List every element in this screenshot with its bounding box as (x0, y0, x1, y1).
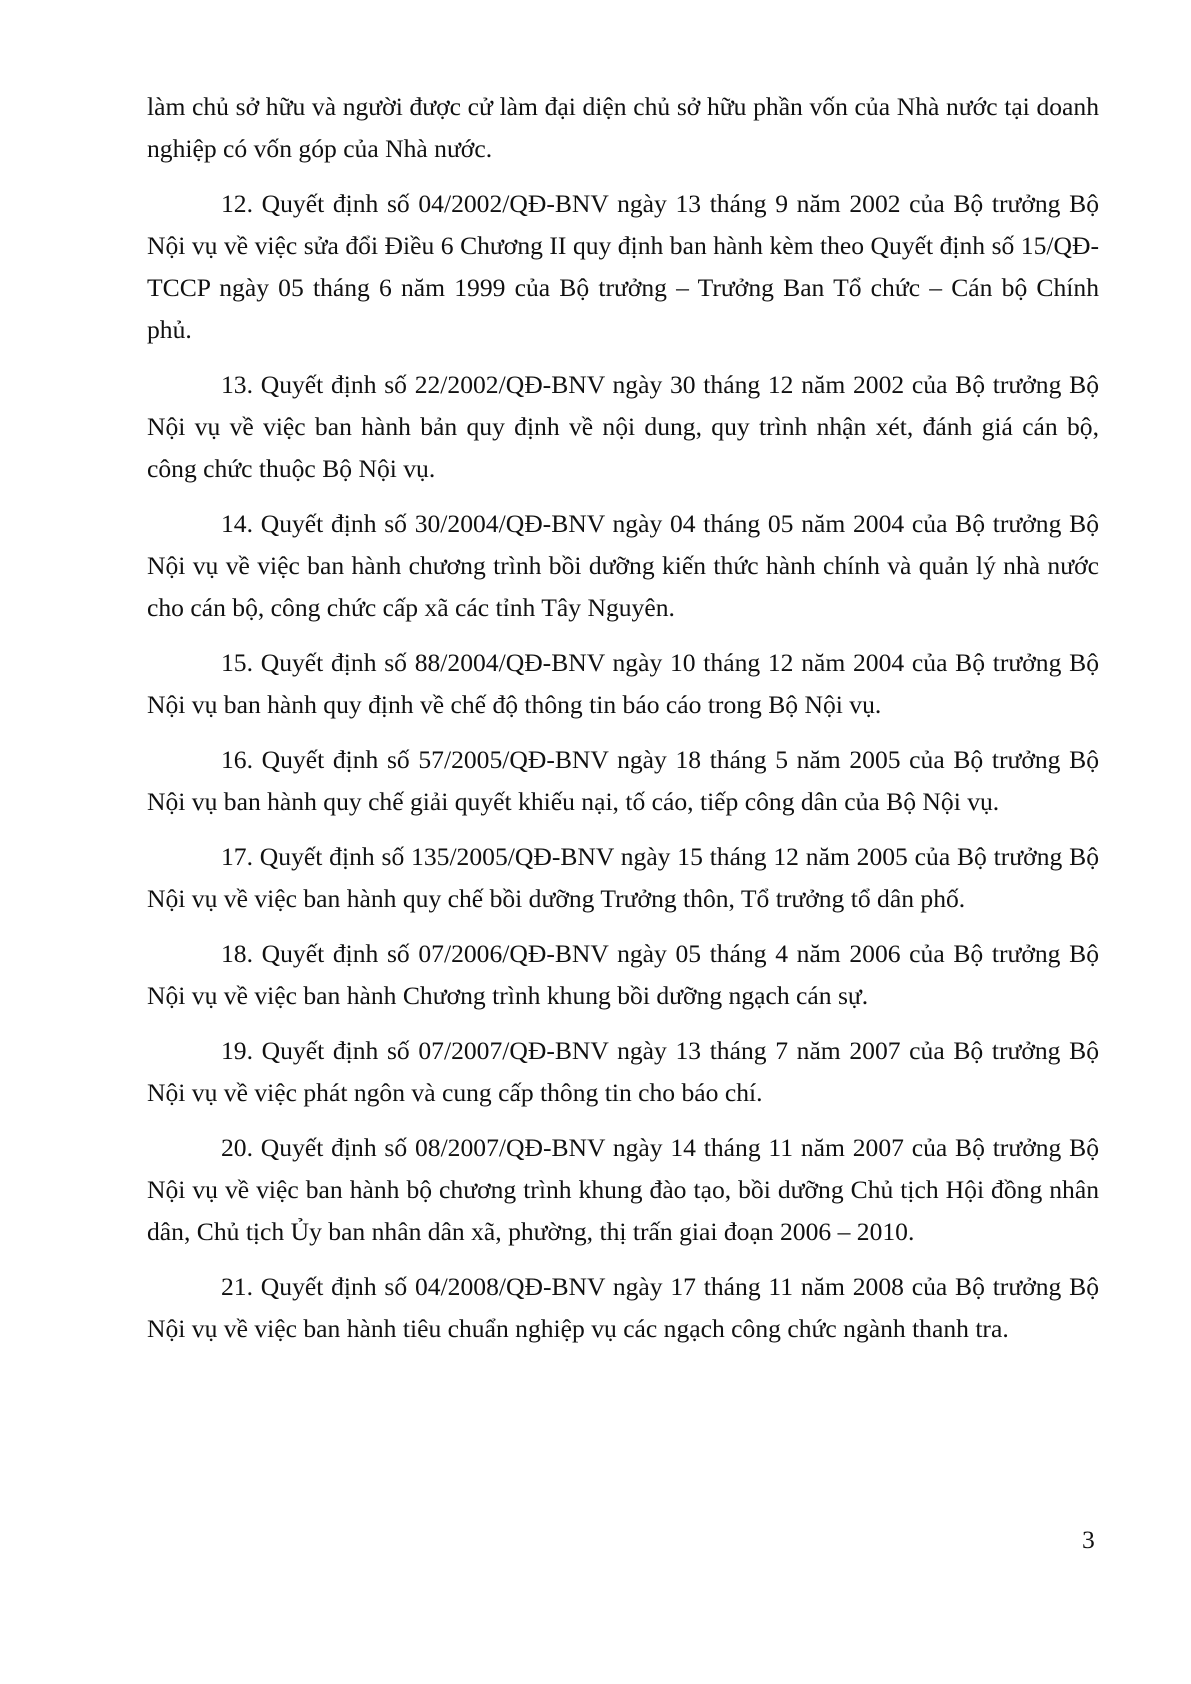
list-item-18: 18. Quyết định số 07/2006/QĐ-BNV ngày 05 tháng 4 năm 2006 của Bộ trưởng Bộ Nội vụ về việc ban hành Chương trình khung bồi dưỡng ngạch cán sự. (147, 939, 1099, 1010)
page-number: 3 (1082, 1525, 1095, 1554)
list-item-17: 17. Quyết định số 135/2005/QĐ-BNV ngày 15 tháng 12 năm 2005 của Bộ trưởng Bộ Nội vụ về việc ban hành quy chế bồi dưỡng Trưởng thôn, Tổ trưởng tổ dân phố. (147, 842, 1099, 913)
list-item-12: 12. Quyết định số 04/2002/QĐ-BNV ngày 13 tháng 9 năm 2002 của Bộ trưởng Bộ Nội vụ về việc sửa đổi Điều 6 Chương II quy định ban hành kèm theo Quyết định số 15/QĐ-TCCP ngày 05 tháng 6 năm 1999 của Bộ trưởng – Trưởng Ban Tổ chức – Cán bộ Chính phủ. (147, 189, 1099, 344)
list-item-21: 21. Quyết định số 04/2008/QĐ-BNV ngày 17 tháng 11 năm 2008 của Bộ trưởng Bộ Nội vụ về việc ban hành tiêu chuẩn nghiệp vụ các ngạch công chức ngành thanh tra. (147, 1272, 1099, 1343)
list-item-16: 16. Quyết định số 57/2005/QĐ-BNV ngày 18 tháng 5 năm 2005 của Bộ trưởng Bộ Nội vụ ban hành quy chế giải quyết khiếu nại, tố cáo, tiếp công dân của Bộ Nội vụ. (147, 745, 1099, 816)
list-item-19: 19. Quyết định số 07/2007/QĐ-BNV ngày 13 tháng 7 năm 2007 của Bộ trưởng Bộ Nội vụ về việc phát ngôn và cung cấp thông tin cho báo chí. (147, 1036, 1099, 1107)
list-item-14: 14. Quyết định số 30/2004/QĐ-BNV ngày 04 tháng 05 năm 2004 của Bộ trưởng Bộ Nội vụ về việc ban hành chương trình bồi dưỡng kiến thức hành chính và quản lý nhà nước cho cán bộ, công chức cấp xã các tỉnh Tây Nguyên. (147, 509, 1099, 622)
continuation-paragraph: làm chủ sở hữu và người được cử làm đại diện chủ sở hữu phần vốn của Nhà nước tại doanh nghiệp có vốn góp của Nhà nước. (147, 92, 1099, 163)
list-item-15: 15. Quyết định số 88/2004/QĐ-BNV ngày 10 tháng 12 năm 2004 của Bộ trưởng Bộ Nội vụ ban hành quy định về chế độ thông tin báo cáo trong Bộ Nội vụ. (147, 648, 1099, 719)
list-item-20: 20. Quyết định số 08/2007/QĐ-BNV ngày 14 tháng 11 năm 2007 của Bộ trưởng Bộ Nội vụ về việc ban hành bộ chương trình khung đào tạo, bồi dưỡng Chủ tịch Hội đồng nhân dân, Chủ tịch Ủy ban nhân dân xã, phường, thị trấn giai đoạn 2006 – 2010. (147, 1133, 1099, 1246)
list-item-13: 13. Quyết định số 22/2002/QĐ-BNV ngày 30 tháng 12 năm 2002 của Bộ trưởng Bộ Nội vụ về việc ban hành bản quy định về nội dung, quy trình nhận xét, đánh giá cán bộ, công chức thuộc Bộ Nội vụ. (147, 370, 1099, 483)
document-body (147, 86, 1099, 1363)
